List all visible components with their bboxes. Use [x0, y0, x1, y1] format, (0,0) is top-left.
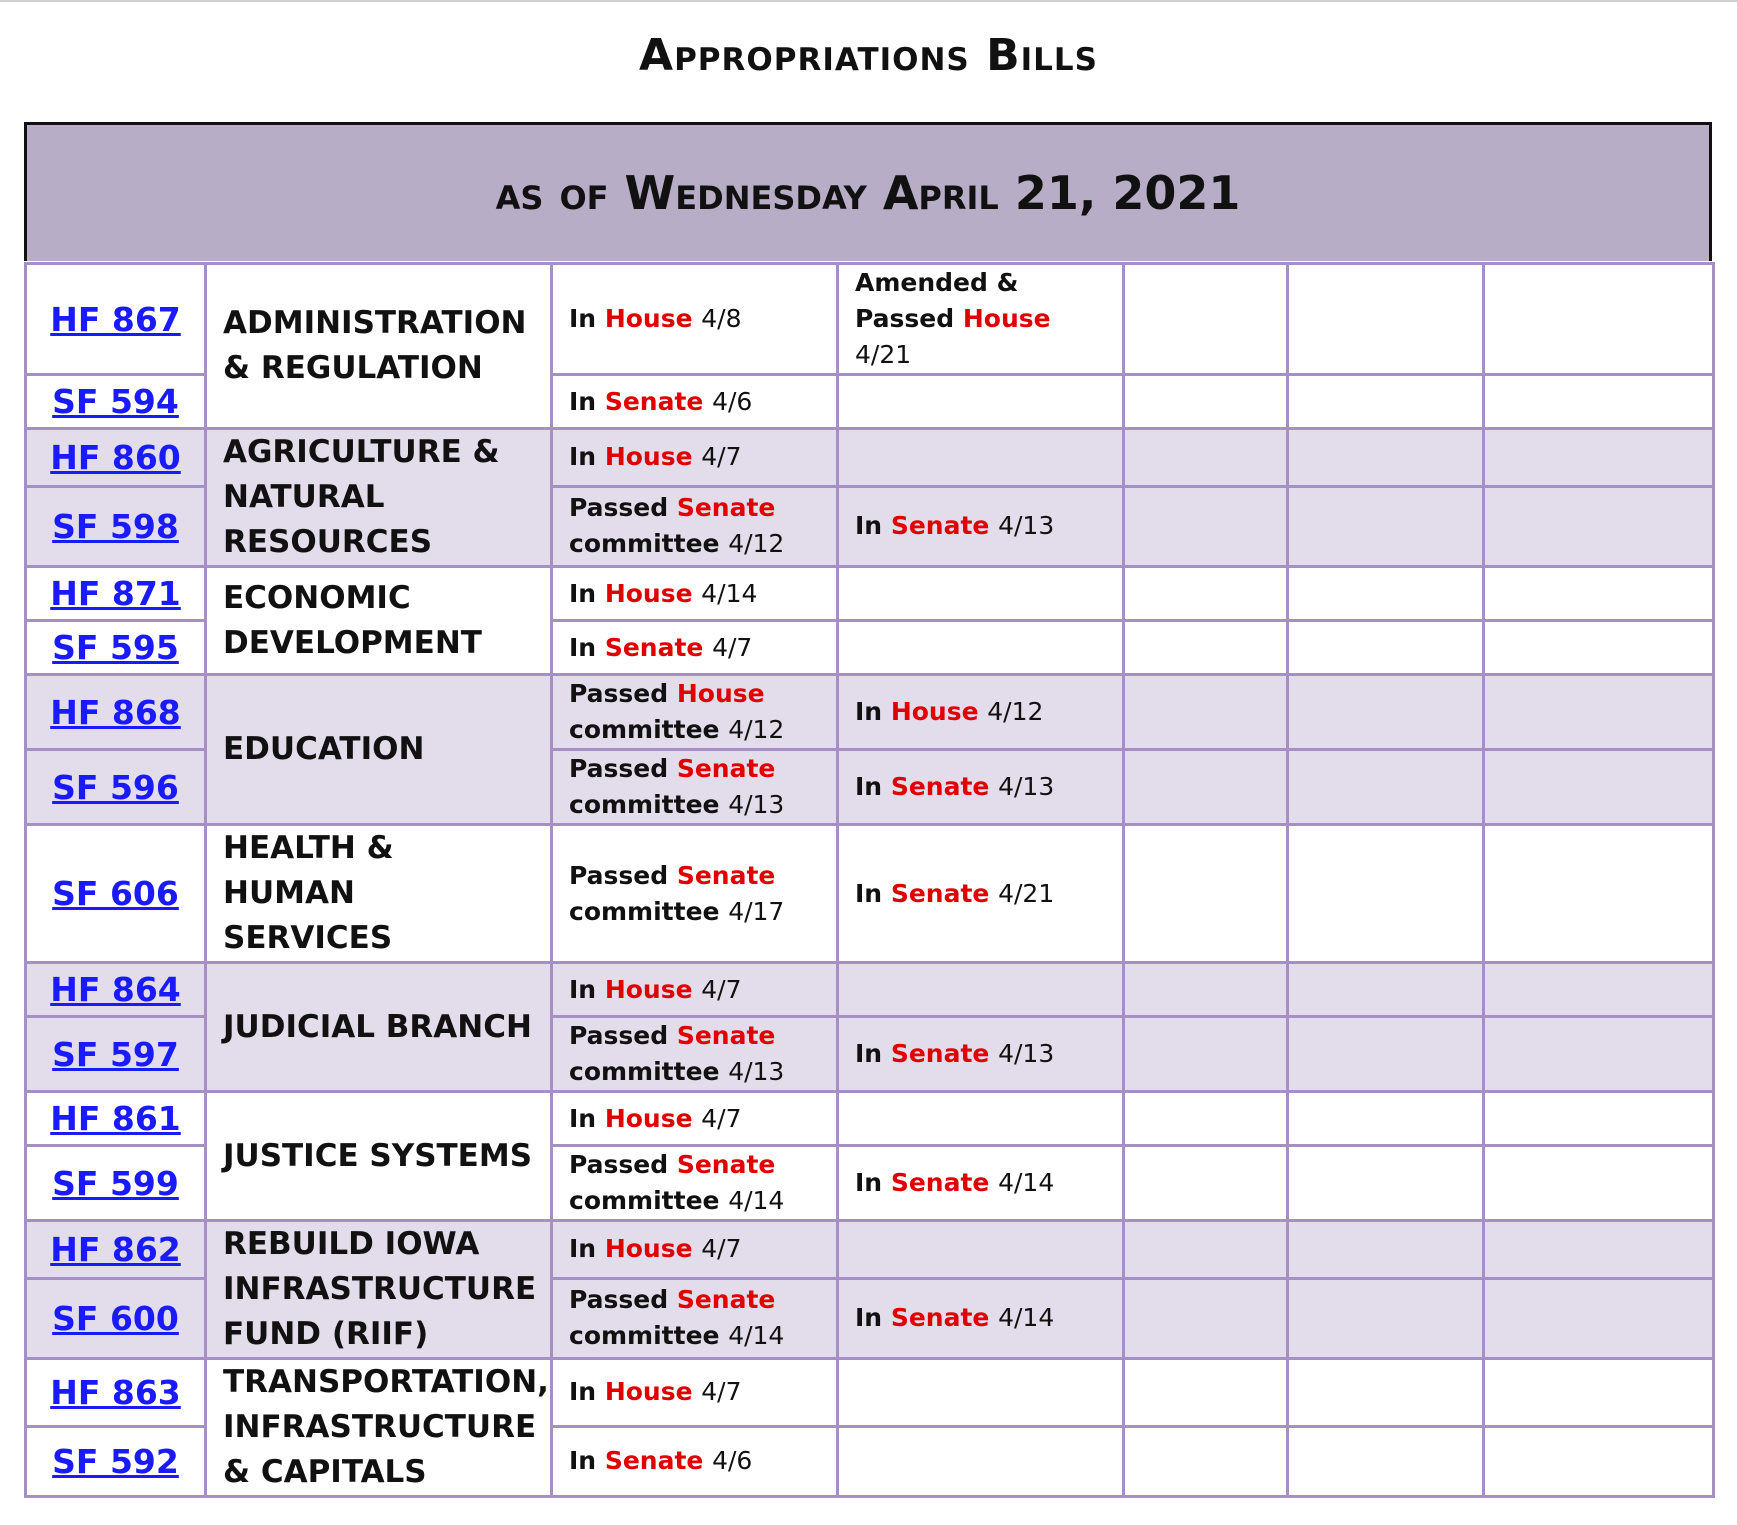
status-prefix: In: [855, 511, 891, 541]
empty-cell: [1124, 1426, 1288, 1496]
status-cell-1: [552, 1017, 838, 1092]
status-prefix: Passed: [569, 754, 677, 783]
empty-cell: [1288, 675, 1484, 750]
status-date: 4/7: [712, 632, 753, 662]
empty-cell: [1288, 375, 1484, 429]
as-of-banner: as of Wednesday April 21, 2021: [24, 122, 1712, 261]
status-cell-1: [552, 750, 838, 825]
status-date: 4/7: [701, 974, 742, 1004]
empty-cell: [1484, 1146, 1714, 1221]
bill-link[interactable]: HF 864: [50, 970, 181, 1009]
empty-cell: [1124, 1278, 1288, 1358]
status-cell-1: [552, 1359, 838, 1427]
empty-cell: [1124, 264, 1288, 375]
table-row: [26, 1092, 1714, 1146]
bill-cell: [26, 675, 206, 750]
status-date: 4/7: [701, 1103, 742, 1133]
empty-cell: [1124, 825, 1288, 963]
bill-link[interactable]: SF 596: [52, 767, 179, 807]
status-date: 4/12: [728, 529, 785, 559]
bill-link[interactable]: SF 595: [52, 628, 179, 667]
status-prefix: In: [569, 442, 605, 472]
status-chamber: House: [890, 697, 979, 726]
status-cell-2: [838, 1426, 1124, 1496]
status-chamber: Senate: [604, 632, 704, 662]
empty-cell: [1124, 1092, 1288, 1146]
empty-cell: [1124, 621, 1288, 675]
status-date: 4/14: [998, 1303, 1055, 1333]
empty-cell: [1484, 1278, 1714, 1358]
status-prefix: Passed: [569, 860, 677, 890]
empty-cell: [1288, 1017, 1484, 1092]
empty-cell: [1124, 486, 1288, 566]
status-prefix: In: [855, 1168, 891, 1197]
committee-cell: HEALTH & HUMAN SERVICES: [206, 825, 552, 963]
status-prefix: Passed: [569, 1285, 677, 1315]
empty-cell: [1484, 1426, 1714, 1496]
empty-cell: [1288, 1278, 1484, 1358]
status-prefix: In: [569, 1377, 605, 1407]
empty-cell: [1124, 1359, 1288, 1427]
bill-cell: [26, 567, 206, 621]
bill-cell: [26, 825, 206, 963]
status-prefix: In: [569, 974, 605, 1004]
table-row: [26, 567, 1714, 621]
status-date: 4/7: [701, 442, 742, 472]
status-prefix: In: [569, 1446, 605, 1476]
status-cell-1: [552, 1278, 838, 1358]
status-chamber: Senate: [676, 493, 776, 523]
empty-cell: [1288, 486, 1484, 566]
status-cell-2: [838, 1221, 1124, 1279]
status-cell-2: [838, 375, 1124, 429]
status-date: 4/8: [701, 304, 742, 333]
status-chamber: Senate: [604, 1446, 704, 1476]
status-cell-2: [838, 429, 1124, 487]
empty-cell: [1124, 675, 1288, 750]
status-prefix: In: [569, 632, 605, 662]
status-date: 4/21: [998, 878, 1055, 908]
status-cell-1: [552, 486, 838, 566]
status-cell-2: [838, 825, 1124, 963]
status-suffix: committee: [569, 1057, 729, 1086]
status-suffix: committee: [569, 1321, 729, 1351]
status-prefix: In: [569, 1234, 605, 1264]
status-chamber: Senate: [676, 1021, 776, 1050]
empty-cell: [1288, 825, 1484, 963]
status-chamber: House: [676, 679, 765, 708]
top-rule: [0, 0, 1737, 2]
status-date: 4/12: [728, 715, 785, 744]
status-date: 4/13: [998, 1039, 1055, 1068]
status-chamber: House: [604, 578, 693, 608]
bill-link[interactable]: SF 594: [52, 382, 179, 421]
table-row: [26, 264, 1714, 375]
status-chamber: House: [604, 1103, 693, 1133]
status-cell-1: [552, 1221, 838, 1279]
status-cell-2: [838, 567, 1124, 621]
empty-cell: [1288, 1221, 1484, 1279]
empty-cell: [1288, 429, 1484, 487]
empty-cell: [1484, 429, 1714, 487]
empty-cell: [1288, 1146, 1484, 1221]
bill-link[interactable]: HF 868: [50, 692, 181, 732]
status-date: 4/7: [701, 1377, 742, 1407]
status-chamber: House: [604, 1377, 693, 1407]
table-row: [26, 429, 1714, 487]
status-chamber: Senate: [890, 1039, 990, 1068]
status-cell-2: [838, 621, 1124, 675]
page-title: Appropriations Bills: [639, 30, 1098, 81]
bill-link[interactable]: SF 592: [52, 1441, 179, 1481]
status-cell-2: [838, 1017, 1124, 1092]
empty-cell: [1484, 486, 1714, 566]
table-row: [26, 825, 1714, 963]
committee-cell: JUDICIAL BRANCH: [206, 963, 552, 1092]
empty-cell: [1484, 621, 1714, 675]
status-cell-1: [552, 1426, 838, 1496]
bill-link[interactable]: HF 861: [50, 1099, 181, 1138]
status-chamber: House: [604, 1234, 693, 1264]
status-chamber: Senate: [890, 1303, 990, 1333]
status-cell-1: [552, 1146, 838, 1221]
status-date: 4/17: [728, 896, 785, 926]
bill-cell: [26, 429, 206, 487]
empty-cell: [1288, 1359, 1484, 1427]
status-prefix: In: [569, 386, 605, 416]
table-row: [26, 675, 1714, 750]
bill-cell: [26, 750, 206, 825]
status-cell-2: [838, 1146, 1124, 1221]
status-cell-1: [552, 264, 838, 375]
status-prefix: In: [855, 772, 891, 801]
status-cell-2: [838, 1278, 1124, 1358]
status-cell-1: [552, 675, 838, 750]
bill-link[interactable]: SF 600: [52, 1298, 179, 1338]
status-date: 4/14: [701, 578, 758, 608]
status-cell-2: [838, 1092, 1124, 1146]
bill-cell: [26, 1426, 206, 1496]
status-date: 4/13: [728, 790, 785, 819]
empty-cell: [1124, 1221, 1288, 1279]
status-cell-1: [552, 825, 838, 963]
status-suffix: committee: [569, 896, 729, 926]
bill-cell: [26, 264, 206, 375]
empty-cell: [1124, 1017, 1288, 1092]
status-chamber: Senate: [890, 511, 990, 541]
bill-cell: [26, 1221, 206, 1279]
bill-cell: [26, 486, 206, 566]
committee-cell: ADMINISTRATION & REGULATION: [206, 264, 552, 429]
status-cell-1: [552, 963, 838, 1017]
bill-cell: [26, 1146, 206, 1221]
status-chamber: Senate: [604, 386, 704, 416]
empty-cell: [1484, 750, 1714, 825]
bills-table: [24, 262, 1715, 1498]
status-chamber: House: [604, 974, 693, 1004]
status-prefix: Passed: [569, 1150, 677, 1179]
status-date: 4/6: [712, 1446, 753, 1476]
status-chamber: Senate: [676, 1285, 776, 1315]
status-prefix: In: [569, 1103, 605, 1133]
status-date: 4/12: [987, 697, 1044, 726]
empty-cell: [1484, 963, 1714, 1017]
status-prefix: In: [569, 304, 605, 333]
status-cell-1: [552, 1092, 838, 1146]
status-cell-2: [838, 1359, 1124, 1427]
status-cell-1: [552, 567, 838, 621]
status-prefix: In: [855, 1303, 891, 1333]
status-date: 4/21: [855, 340, 912, 369]
committee-cell: ECONOMIC DEVELOPMENT: [206, 567, 552, 675]
committee-cell: JUSTICE SYSTEMS: [206, 1092, 552, 1221]
empty-cell: [1124, 429, 1288, 487]
status-chamber: Senate: [676, 1150, 776, 1179]
committee-cell: EDUCATION: [206, 675, 552, 825]
status-prefix: Amended & Passed: [855, 268, 1019, 333]
bill-cell: [26, 621, 206, 675]
status-date: 4/14: [998, 1168, 1055, 1197]
status-chamber: Senate: [676, 860, 776, 890]
status-prefix: Passed: [569, 493, 677, 523]
status-cell-2: [838, 675, 1124, 750]
status-chamber: House: [962, 304, 1051, 333]
empty-cell: [1288, 264, 1484, 375]
empty-cell: [1484, 567, 1714, 621]
status-prefix: Passed: [569, 679, 677, 708]
bill-cell: [26, 1359, 206, 1427]
committee-cell: REBUILD IOWA INFRASTRUCTURE FUND (RIIF): [206, 1221, 552, 1359]
committee-cell: AGRICULTURE & NATURAL RESOURCES: [206, 429, 552, 567]
status-chamber: House: [604, 442, 693, 472]
status-chamber: Senate: [890, 772, 990, 801]
table-row: [26, 1221, 1714, 1279]
empty-cell: [1124, 375, 1288, 429]
empty-cell: [1288, 750, 1484, 825]
empty-cell: [1288, 567, 1484, 621]
committee-cell: TRANSPORTATION, INFRASTRUCTURE & CAPITALS: [206, 1359, 552, 1497]
status-cell-1: [552, 429, 838, 487]
status-date: 4/14: [728, 1321, 785, 1351]
status-suffix: committee: [569, 529, 729, 559]
status-chamber: Senate: [890, 878, 990, 908]
empty-cell: [1484, 1359, 1714, 1427]
status-suffix: committee: [569, 790, 729, 819]
bill-link[interactable]: SF 598: [52, 506, 179, 546]
status-cell-2: [838, 963, 1124, 1017]
status-prefix: In: [855, 1039, 891, 1068]
bill-link[interactable]: HF 863: [50, 1372, 181, 1412]
empty-cell: [1484, 1092, 1714, 1146]
empty-cell: [1124, 750, 1288, 825]
bill-link[interactable]: SF 599: [52, 1163, 179, 1203]
empty-cell: [1124, 963, 1288, 1017]
bill-cell: [26, 1092, 206, 1146]
bill-link[interactable]: HF 862: [50, 1229, 181, 1269]
status-date: 4/13: [998, 511, 1055, 541]
status-prefix: In: [855, 697, 891, 726]
empty-cell: [1124, 567, 1288, 621]
status-cell-2: [838, 750, 1124, 825]
empty-cell: [1484, 264, 1714, 375]
empty-cell: [1288, 1092, 1484, 1146]
bill-link[interactable]: SF 597: [52, 1034, 179, 1074]
status-chamber: House: [604, 304, 693, 333]
bill-link[interactable]: HF 860: [50, 437, 181, 477]
bill-link[interactable]: SF 606: [52, 874, 179, 913]
status-prefix: In: [569, 578, 605, 608]
bill-cell: [26, 1017, 206, 1092]
bill-link[interactable]: HF 871: [50, 574, 181, 613]
status-chamber: Senate: [676, 754, 776, 783]
empty-cell: [1288, 963, 1484, 1017]
status-suffix: committee: [569, 1186, 729, 1215]
status-cell-1: [552, 375, 838, 429]
status-date: 4/13: [728, 1057, 785, 1086]
status-date: 4/14: [728, 1186, 785, 1215]
bill-cell: [26, 1278, 206, 1358]
bill-link[interactable]: HF 867: [50, 299, 181, 339]
table-row: [26, 1359, 1714, 1427]
status-date: 4/6: [712, 386, 753, 416]
status-cell-2: [838, 486, 1124, 566]
bill-cell: [26, 963, 206, 1017]
table-row: [26, 963, 1714, 1017]
status-prefix: In: [855, 878, 891, 908]
empty-cell: [1288, 1426, 1484, 1496]
status-suffix: committee: [569, 715, 729, 744]
empty-cell: [1484, 825, 1714, 963]
status-date: 4/7: [701, 1234, 742, 1264]
empty-cell: [1484, 1221, 1714, 1279]
bill-cell: [26, 375, 206, 429]
empty-cell: [1484, 375, 1714, 429]
empty-cell: [1288, 621, 1484, 675]
empty-cell: [1484, 675, 1714, 750]
status-prefix: Passed: [569, 1021, 677, 1050]
bills-table-body: [26, 264, 1714, 1497]
empty-cell: [1124, 1146, 1288, 1221]
status-cell-1: [552, 621, 838, 675]
status-date: 4/13: [998, 772, 1055, 801]
status-chamber: Senate: [890, 1168, 990, 1197]
status-cell-2: [838, 264, 1124, 375]
empty-cell: [1484, 1017, 1714, 1092]
